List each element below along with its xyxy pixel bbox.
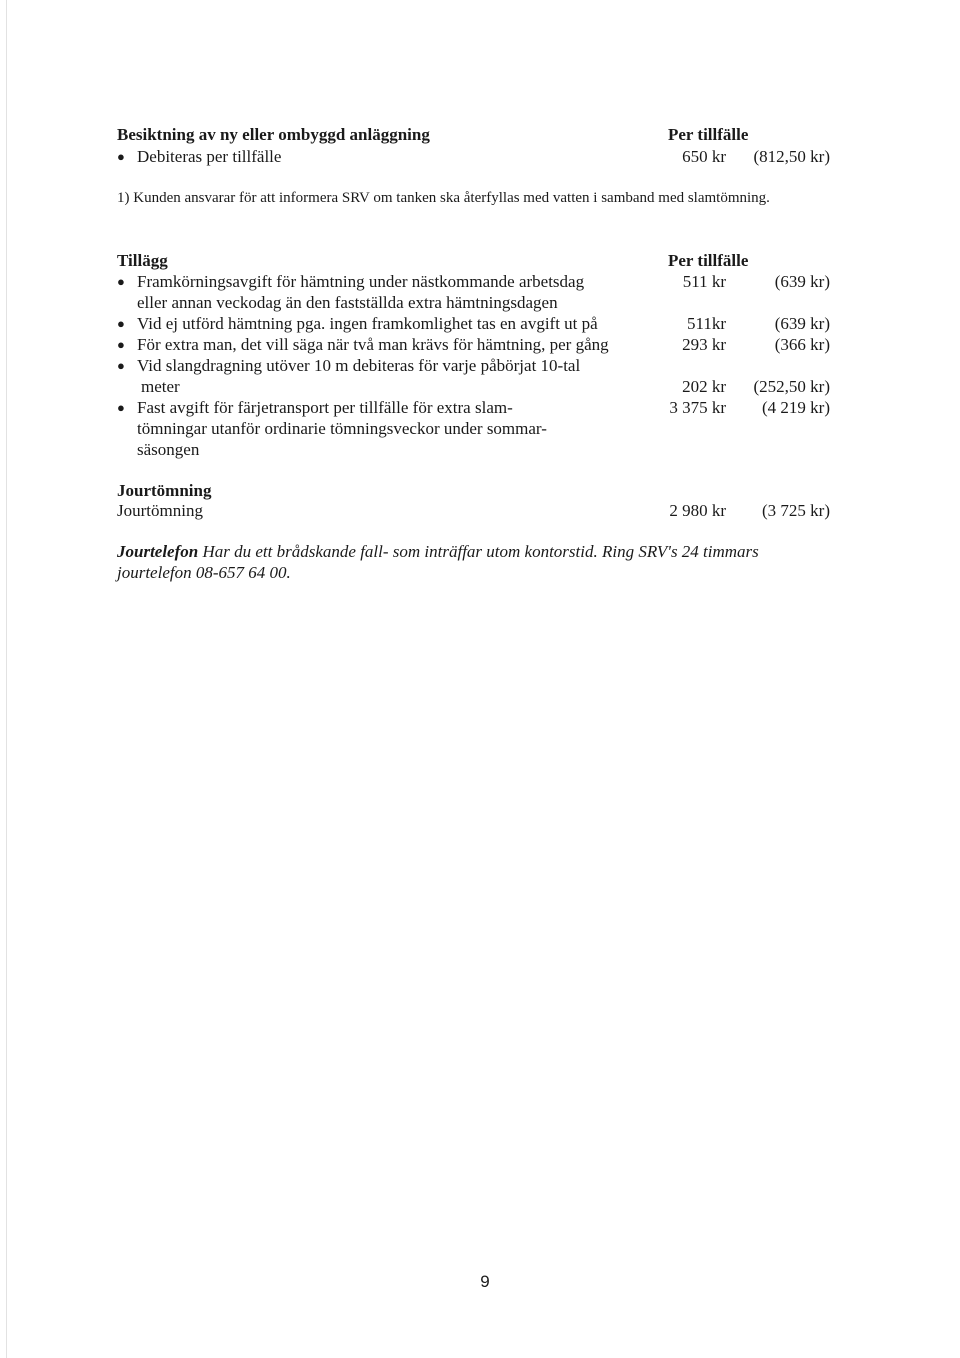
tillagg-item-text: Vid ej utförd hämtning pga. ingen framkomlighet tas en avgift ut på bbox=[137, 314, 598, 333]
tillagg-item-text: meter bbox=[141, 377, 180, 396]
jourtelefon-line2: jourtelefon 08-657 64 00. bbox=[117, 563, 291, 582]
tillagg-item-price-incl: (366 kr) bbox=[774, 335, 830, 354]
tillagg-item-price-incl: (4 219 kr) bbox=[762, 398, 830, 417]
tillagg-item-text: eller annan veckodag än den fastställda extra hämtningsdagen bbox=[137, 293, 558, 312]
tillagg-item-text: Vid slangdragning utöver 10 m debiteras för varje påbörjat 10-tal bbox=[137, 356, 581, 375]
jourtomning-heading: Jourtömning bbox=[117, 481, 212, 500]
besiktning-footnote: 1) Kunden ansvarar för att informera SRV om tanken ska återfyllas med vatten i samband med slamtömning. bbox=[117, 190, 770, 206]
tillagg-item-text: Framkörningsavgift för hämtning under nästkommande arbetsdag bbox=[137, 272, 585, 291]
jourtomning-price: 2 980 kr bbox=[669, 501, 726, 520]
jourtelefon-line1 bbox=[117, 541, 759, 562]
besiktning-per-label: Per tillfälle bbox=[668, 125, 749, 144]
tillagg-item-price: 511kr bbox=[686, 314, 726, 333]
jourtelefon-text: Har du ett brådskande fall- som inträffar utom kontorstid. Ring SRV's 24 timmars bbox=[202, 542, 759, 561]
tillagg-item-price: 3 375 kr bbox=[669, 398, 726, 417]
jourtomning-price-incl: (3 725 kr) bbox=[762, 501, 830, 520]
jourtomning-item-label: Jourtömning bbox=[117, 501, 203, 520]
tillagg-item-price-incl: (639 kr) bbox=[774, 272, 830, 291]
bullet-icon: ● bbox=[117, 400, 125, 415]
bullet-icon: ● bbox=[117, 337, 125, 352]
tillagg-item-price: 293 kr bbox=[682, 335, 726, 354]
besiktning-heading: Besiktning av ny eller ombyggd anläggning bbox=[117, 125, 430, 144]
bullet-icon: ● bbox=[117, 316, 125, 331]
scan-edge-line bbox=[6, 0, 7, 1358]
page-number: 9 bbox=[480, 1272, 490, 1291]
tillagg-item-text: Fast avgift för färjetransport per tillfälle för extra slam- bbox=[137, 398, 513, 417]
tillagg-item-price: 202 kr bbox=[682, 377, 726, 396]
bullet-icon: ● bbox=[117, 358, 125, 373]
tillagg-item-price: 511 kr bbox=[682, 272, 726, 291]
jourtelefon-title: Jourtelefon bbox=[117, 542, 199, 561]
tillagg-per-label: Per tillfälle bbox=[668, 251, 749, 270]
bullet-icon: ● bbox=[117, 274, 125, 289]
tillagg-item-text: För extra man, det vill säga när två man krävs för hämtning, per gång bbox=[137, 335, 609, 354]
besiktning-item-price: 650 kr bbox=[682, 147, 726, 166]
besiktning-item-label: Debiteras per tillfälle bbox=[137, 147, 282, 166]
tillagg-item-text: säsongen bbox=[137, 440, 200, 459]
tillagg-item-text: tömningar utanför ordinarie tömningsveckor under sommar- bbox=[137, 419, 547, 438]
tillagg-item-price-incl: (252,50 kr) bbox=[753, 377, 830, 396]
tillagg-item-price-incl: (639 kr) bbox=[774, 314, 830, 333]
besiktning-item-price-incl: (812,50 kr) bbox=[753, 147, 830, 166]
bullet-icon: ● bbox=[117, 149, 125, 164]
tillagg-heading: Tillägg bbox=[117, 251, 168, 270]
